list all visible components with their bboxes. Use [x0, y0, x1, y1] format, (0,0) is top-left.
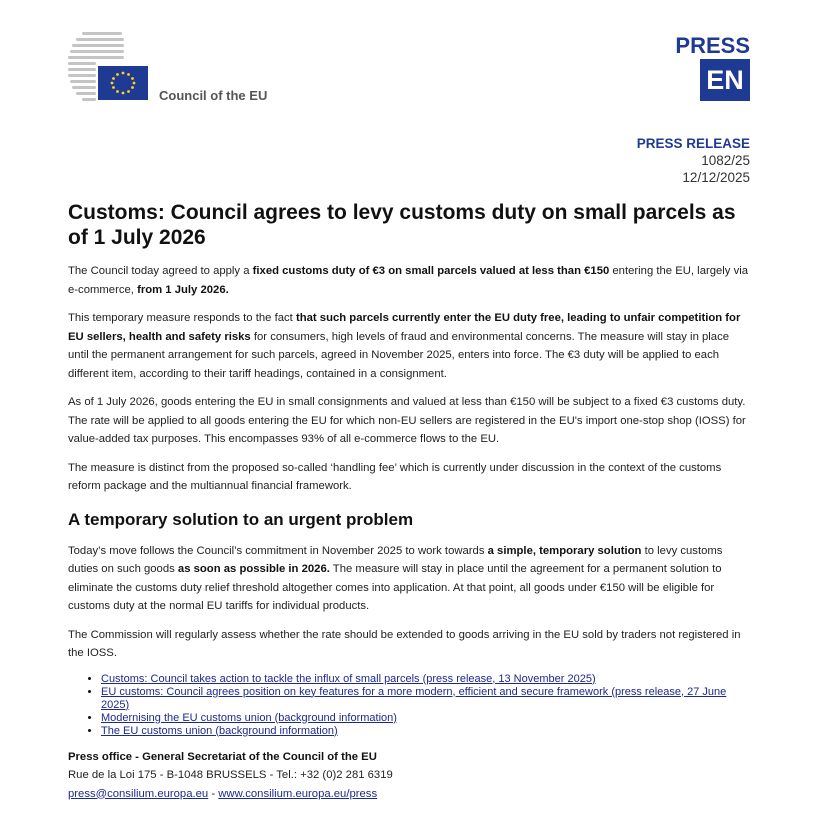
bold-run: fixed customs duty of €3 on small parcels valued at less than €150: [252, 265, 610, 277]
eu-flag-icon: [98, 66, 148, 100]
link-customs-union[interactable]: The EU customs union (background information): [101, 724, 338, 737]
related-links-list: [68, 673, 752, 738]
bold-run: as soon as possible in 2026.: [177, 563, 330, 575]
paragraph-4: The measure is distinct from the proposed so-called ‘handling fee’ which is currently under discussion in the context of the customs reform package and the multiannual financial framework.: [68, 461, 722, 492]
council-building-icon: [68, 32, 168, 104]
council-logo: [68, 32, 168, 104]
paragraph-6: The Commission will regularly assess whether the rate should be extended to goods arriving in the EU sold by traders not registered in the IOSS.: [68, 628, 741, 659]
press-website-link[interactable]: www.consilium.europa.eu/press: [218, 787, 378, 800]
press-contact: [68, 748, 752, 804]
paragraph-5: [68, 542, 752, 616]
contact-heading: Press office - General Secretariat of the Council of the EU: [68, 750, 377, 763]
link-small-parcels-action[interactable]: Customs: Council takes action to tackle the influx of small parcels (press release, 13 November 2025): [101, 672, 596, 685]
text-run: The measure will stay in place until the agreement for a permanent solution to eliminate the customs duty relief threshold altogether comes into application. At that point, all goods under €150 will be eligible for customs duty at the normal EU tariffs for individual products.: [68, 563, 722, 612]
list-item: [101, 712, 752, 725]
bold-run: that such parcels currently enter the EU duty free, leading to unfair competition for EU sellers, health and safety risks: [68, 312, 741, 343]
paragraph-2: [68, 309, 752, 383]
text-run: for consumers, high levels of fraud and environmental concerns. The measure will stay in place until the permanent arrangement for such parcels, agreed in November 2025, enters into force. The €3 duty will be applied to each different item, according to their tariff headings, contained in a consignment.: [68, 330, 729, 380]
contact-links: [68, 785, 752, 804]
release-label: PRESS RELEASE: [636, 136, 750, 151]
paragraph-3: As of 1 July 2026, goods entering the EU in small consignments and valued at less than €150 will be subject to a fixed €3 customs duty. The rate will be applied to all goods entering the EU for which non-EU sellers are registered in the EU's import one-stop shop (IOSS) for value-added tax purposes. This encompasses 93% of all e-commerce flows to the EU.: [68, 396, 746, 445]
release-date: 12/12/2025: [682, 170, 750, 185]
press-badge: [664, 35, 750, 57]
release-number: 1082/25: [701, 153, 750, 168]
text-run: Today’s move follows the Council’s commitment in November 2025 to work towards: [68, 544, 488, 557]
text-run: entering the EU, largely via e-commerce,: [68, 265, 749, 296]
link-customs-position[interactable]: EU customs: Council agrees position on key features for a more modern, efficient and secure framework (press release, 27 June 2025): [101, 685, 727, 711]
press-email-link[interactable]: press@consilium.europa.eu: [68, 787, 209, 800]
text-run: This temporary measure responds to the fact: [68, 312, 296, 324]
section-heading: A temporary solution to an urgent problem: [68, 509, 414, 529]
list-item: [101, 725, 752, 738]
link-modernising-customs[interactable]: Modernising the EU customs union (background information): [101, 711, 397, 724]
bold-run: from 1 July 2026.: [137, 283, 229, 296]
org-name: Council of the EU: [159, 88, 268, 103]
article-body: [68, 200, 752, 803]
text-run: The Council today agreed to apply a: [68, 265, 253, 277]
intro-paragraph: [68, 262, 752, 299]
release-info: [637, 135, 750, 186]
page-title: Customs: Council agrees to levy customs duty on small parcels as of 1 July 2026: [68, 201, 736, 249]
list-item: [101, 686, 752, 712]
bold-run: a simple, temporary solution: [487, 544, 642, 557]
contact-separator: -: [208, 787, 219, 800]
language-badge: EN: [700, 59, 750, 101]
press-label: PRESS: [675, 33, 750, 58]
text-run: to levy customs duties on such goods: [68, 544, 723, 575]
contact-address: Rue de la Loi 175 - B-1048 BRUSSELS - Tel.: +32 (0)2 281 6319: [68, 769, 393, 781]
list-item: [101, 673, 752, 686]
